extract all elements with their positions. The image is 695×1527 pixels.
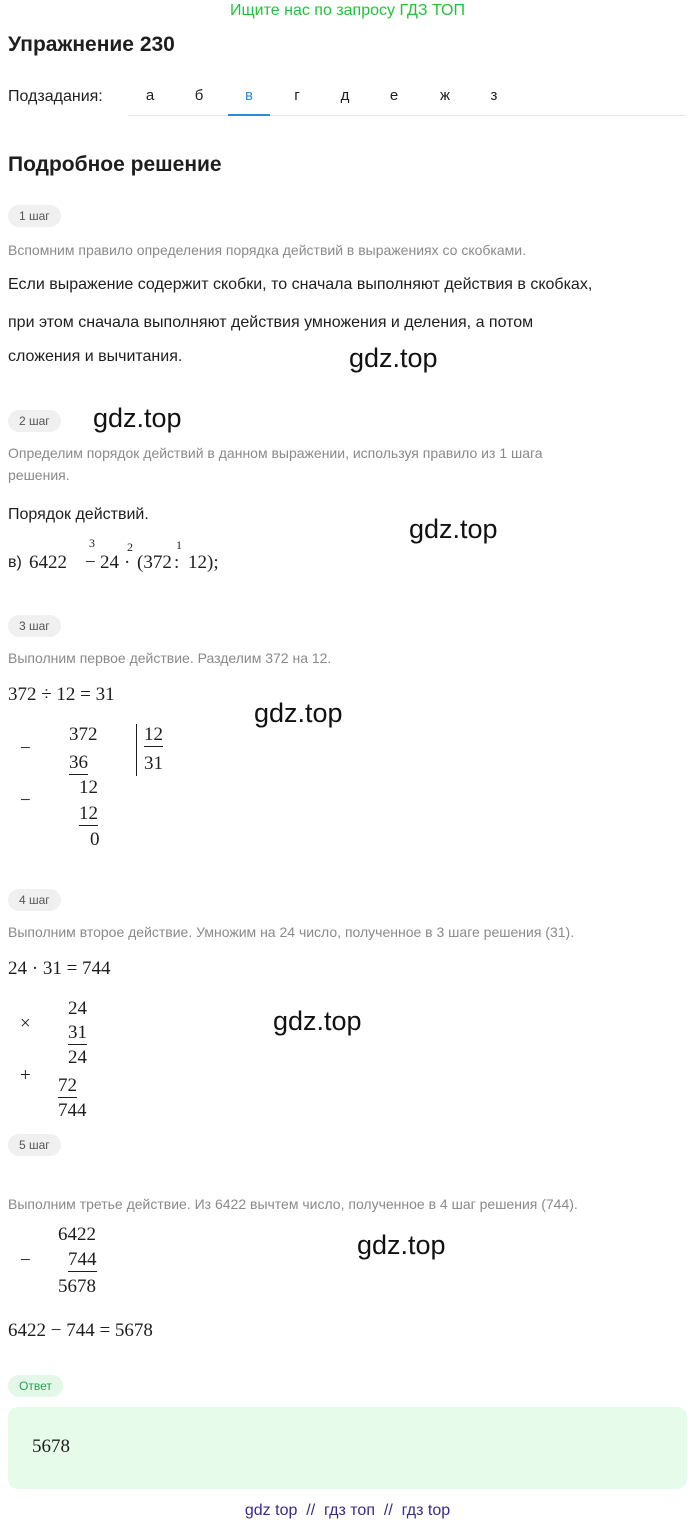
column-multiplication <box>8 995 128 1125</box>
plus-sign: + <box>20 1065 31 1086</box>
watermark: gdz.top <box>93 403 182 433</box>
remainder: 12 <box>79 777 98 798</box>
column-subtraction <box>8 1222 128 1302</box>
answer-value: 5678 <box>32 1436 70 1457</box>
minus-sign: − <box>20 790 31 811</box>
watermark: gdz.top <box>254 698 343 728</box>
watermark: gdz.top <box>409 514 498 544</box>
step-note: Выполним второе действие. Умножим на 24 число, полученное в 3 шаге решения (31). <box>8 924 575 940</box>
subtask-tab-z[interactable]: з <box>490 87 498 104</box>
expr-order-number: 1 <box>176 538 182 552</box>
answer-badge: Ответ <box>8 1375 63 1397</box>
divisor: 12 <box>144 724 163 745</box>
top-banner[interactable]: Ищите нас по запросу ГДЗ ТОП <box>230 2 465 19</box>
partial-product: 24 <box>68 1047 87 1068</box>
subtask-tab-zh[interactable]: ж <box>439 87 451 104</box>
step-text: Если выражение содержит скобки, то сначала выполняют действия в скобках, <box>8 276 593 293</box>
subtask-tab-v[interactable]: в <box>228 76 270 116</box>
step-badge: 1 шаг <box>8 205 61 227</box>
minus-sign: − <box>20 1250 31 1271</box>
difference: 5678 <box>58 1276 96 1297</box>
step-text: сложения и вычитания. <box>8 348 183 365</box>
product: 744 <box>58 1100 87 1121</box>
factor: 31 <box>68 1022 87 1043</box>
watermark: gdz.top <box>357 1230 446 1260</box>
subtask-tab-e[interactable]: е <box>389 87 399 104</box>
partial-product: 72 <box>58 1075 77 1096</box>
answer-box <box>8 1407 687 1489</box>
step-badge: 2 шаг <box>8 410 61 432</box>
subtraction-equation: 6422 − 744 = 5678 <box>8 1320 153 1341</box>
step-note: Вспомним правило определения порядка действий в выражениях со скобками. <box>8 242 526 258</box>
times-sign: × <box>20 1013 31 1034</box>
expr-operator: · <box>124 552 131 573</box>
step-note: решения. <box>8 467 70 483</box>
step-badge: 3 шаг <box>8 615 61 637</box>
step-note: Выполним первое действие. Разделим 372 на 12. <box>8 650 332 666</box>
expr-term: 24 <box>100 552 119 573</box>
expr-order-number: 2 <box>127 540 133 554</box>
subtasks-label: Подзадания: <box>8 88 103 105</box>
subtask-tab-d[interactable]: д <box>340 87 350 104</box>
step-note: Выполним третье действие. Из 6422 вычтем число, полученное в 4 шаг решения (744). <box>8 1196 578 1212</box>
expr-term: (372 <box>137 552 172 573</box>
step-badge: 4 шаг <box>8 889 61 911</box>
solution-title: Подробное решение <box>8 153 222 176</box>
minus-sign: − <box>20 738 31 759</box>
partial-product: 36 <box>69 752 88 773</box>
subtrahend: 744 <box>68 1249 97 1270</box>
step-note: Определим порядок действий в данном выражении, используя правило из 1 шага <box>8 445 543 461</box>
minuend: 6422 <box>58 1224 96 1245</box>
subtask-tab-b[interactable]: б <box>194 87 204 104</box>
multiplication-equation: 24 · 31 = 744 <box>8 958 111 979</box>
remainder: 0 <box>90 829 100 850</box>
step-badge: 5 шаг <box>8 1134 61 1156</box>
expr-term: 12); <box>188 552 219 573</box>
step-text: при этом сначала выполняют действия умножения и деления, а потом <box>8 314 534 331</box>
watermark: gdz.top <box>349 343 438 373</box>
footer-links[interactable]: gdz top // гдз топ // гдз top <box>244 1502 451 1519</box>
expr-operator: − <box>85 552 96 573</box>
dividend: 372 <box>69 724 98 745</box>
subtasks-tabs <box>128 76 686 116</box>
expr-order-number: 3 <box>89 536 95 550</box>
expr-prefix: в) <box>8 554 22 571</box>
division-equation: 372 ÷ 12 = 31 <box>8 684 115 705</box>
subtask-tab-g[interactable]: г <box>294 87 300 104</box>
expr-operator: : <box>174 552 180 573</box>
quotient: 31 <box>144 753 163 774</box>
watermark: gdz.top <box>273 1006 362 1036</box>
step-text: Порядок действий. <box>8 506 149 523</box>
factor: 24 <box>68 998 87 1019</box>
partial-product: 12 <box>79 803 98 824</box>
long-division <box>8 720 178 855</box>
expr-term: 6422 <box>29 552 67 573</box>
subtask-tab-a[interactable]: а <box>145 87 155 104</box>
exercise-title: Упражнение 230 <box>8 33 175 56</box>
